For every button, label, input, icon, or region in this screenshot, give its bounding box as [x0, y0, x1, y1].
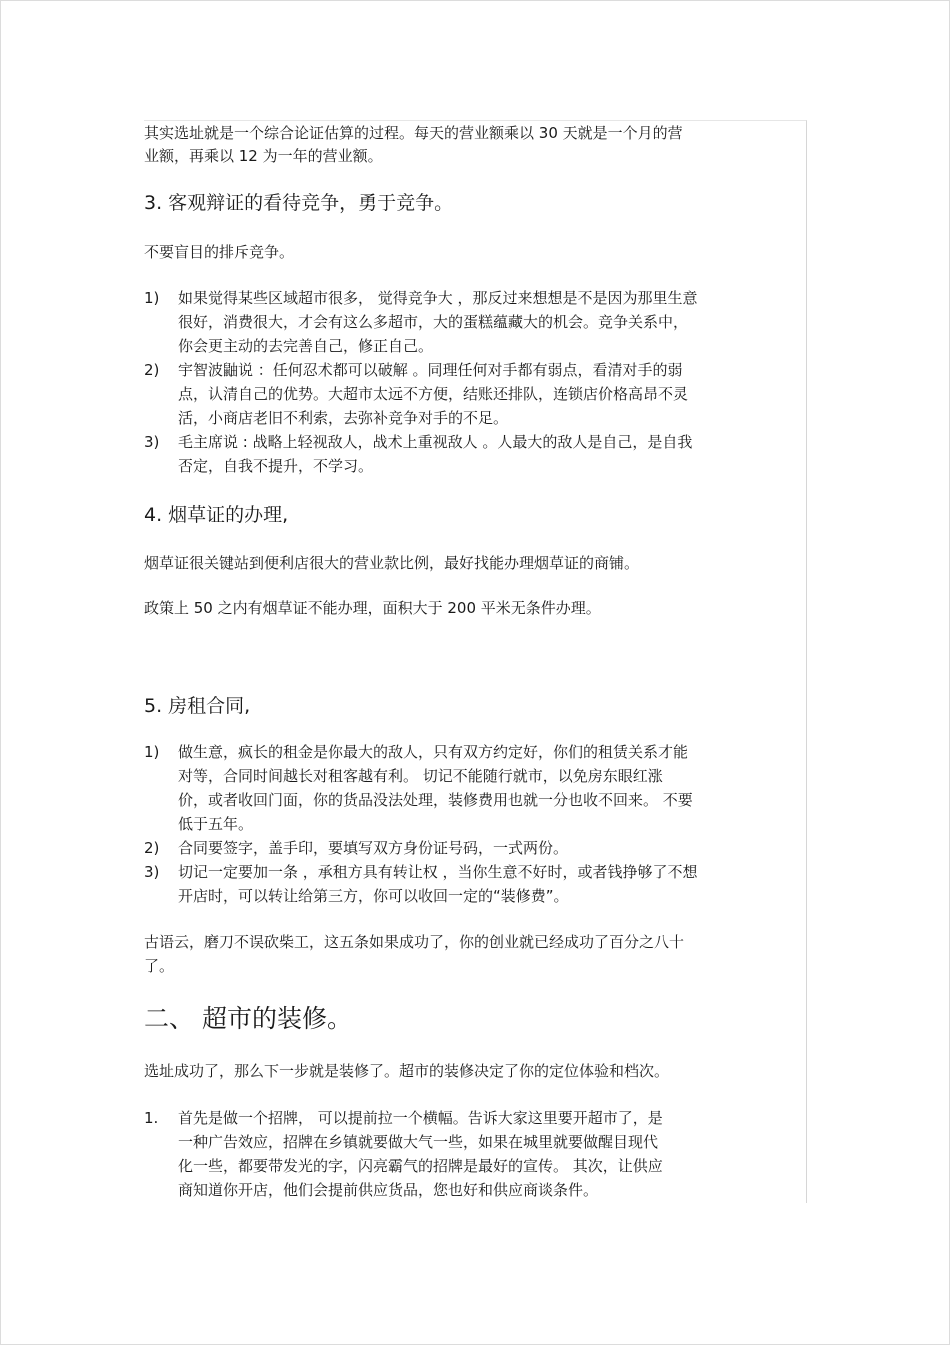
list-item-number: 2)	[144, 361, 160, 379]
list-item-line: 价，或者收回门面，你的货品没法处理，装修费用也就一分也收不回来。 不要	[178, 791, 693, 809]
list-item-line: 商知道你开店，他们会提前供应货品，您也好和供应商谈条件。	[178, 1181, 599, 1199]
list-item-line: 毛主席说 : 战略上轻视敌人，战术上重视敌人 。人最大的敌人是自己，是自我	[178, 433, 693, 451]
list-item-line: 低于五年。	[178, 815, 254, 833]
section-4-paragraph-1: 烟草证很关键站到便利店很大的营业款比例，最好找能办理烟草证的商铺。	[144, 554, 640, 572]
list-item-line: 你会更主动的去完善自己，修正自己。	[178, 337, 434, 355]
list-item-number: 1)	[144, 743, 160, 761]
list-item-number: 3)	[144, 863, 160, 881]
section-4-heading: 4. 烟草证的办理,	[144, 504, 289, 526]
section-3-heading: 3. 客观辩证的看待竞争，勇于竞争。	[144, 192, 454, 214]
closing-line-1: 古语云，磨刀不误砍柴工，这五条如果成功了，你的创业就已经成功了百分之八十	[144, 933, 685, 951]
part-2-lead: 选址成功了，那么下一步就是装修了。超市的装修决定了你的定位体验和档次。	[144, 1062, 670, 1080]
list-item-line: 切记一定要加一条 ，承租方具有转让权 ，当你生意不好时，或者钱挣够了不想	[178, 863, 698, 881]
list-item-line: 首先是做一个招牌， 可以提前拉一个横幅。告诉大家这里要开超市了，是	[178, 1109, 663, 1127]
list-item-line: 一种广告效应，招牌在乡镇就要做大气一些，如果在城里就要做醒目现代	[178, 1133, 659, 1151]
list-item-line: 做生意，疯长的租金是你最大的敌人，只有双方约定好，你们的租赁关系才能	[178, 743, 689, 761]
list-item-line: 否定，自我不提升，不学习。	[178, 457, 374, 475]
list-item-line: 开店时，可以转让给第三方，你可以收回一定的“装修费”。	[178, 887, 569, 905]
section-3-lead: 不要盲目的排斥竞争。	[144, 243, 295, 261]
list-item-number: 2)	[144, 839, 160, 857]
list-item-line: 点，认清自己的优势。大超市太远不方便，结账还排队，连锁店价格高昂不灵	[178, 385, 689, 403]
intro-line-2: 业额，再乘以 12 为一年的营业额。	[144, 147, 383, 165]
section-5-heading: 5. 房租合同,	[144, 695, 251, 717]
list-item-line: 很好，消费很大，才会有这么多超市，大的蛋糕蕴藏大的机会。竞争关系中，	[178, 313, 689, 331]
list-item-line: 宇智波鼬说 ：任何忍术都可以破解 。同理任何对手都有弱点，看清对手的弱	[178, 361, 683, 379]
part-2-heading: 二、 超市的装修。	[144, 1004, 352, 1033]
list-item-line: 如果觉得某些区域超市很多， 觉得竞争大 ，那反过来想想是不是因为那里生意	[178, 289, 698, 307]
list-item-line: 对等，合同时间越长对租客越有利。 切记不能随行就市，以免房东眼红涨	[178, 767, 663, 785]
list-item-number: 1.	[144, 1109, 159, 1127]
intro-line-1: 其实选址就是一个综合论证估算的过程。每天的营业额乘以 30 天就是一个月的营	[144, 124, 683, 142]
section-4-paragraph-2: 政策上 50 之内有烟草证不能办理，面积大于 200 平米无条件办理。	[144, 599, 601, 617]
page-content	[144, 120, 807, 1203]
closing-line-2: 了。	[144, 957, 175, 975]
list-item-line: 化一些，都要带发光的字，闪亮霸气的招牌是最好的宣传。 其次，让供应	[178, 1157, 663, 1175]
list-item-line: 活，小商店老旧不利索，去弥补竞争对手的不足。	[178, 409, 509, 427]
list-item-number: 1)	[144, 289, 160, 307]
list-item-line: 合同要签字，盖手印，要填写双方身份证号码，一式两份。	[178, 839, 569, 857]
list-item-number: 3)	[144, 433, 160, 451]
